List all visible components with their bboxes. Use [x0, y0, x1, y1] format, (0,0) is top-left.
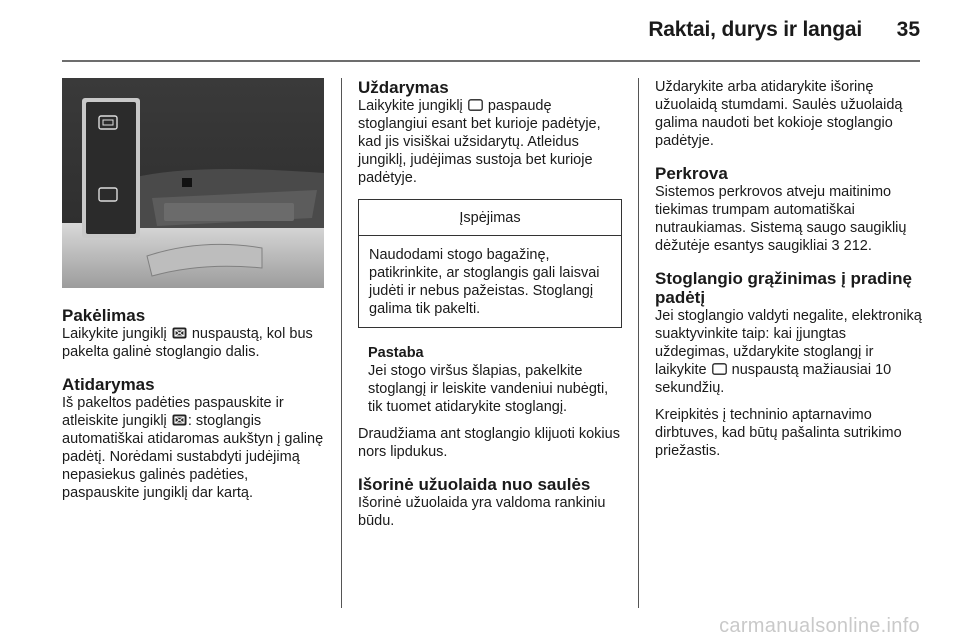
note-block — [358, 344, 622, 416]
text-perkrova: Sistemos perkrovos atveju maitinimo tiekimas trumpam automatiškai nutraukiamas. Sistemą saugo saugiklių dėžutėje esantys saugikliai 3 212. — [655, 184, 907, 254]
text-isorine-uzuolaida: Išorinė užuolaida yra valdoma rankiniu būdu. — [358, 495, 606, 529]
sunroof-tilt-icon — [172, 327, 187, 339]
text-pakelimas: Laikykite jungiklį nuspaustą, kol bus pakelta galinė stoglangio dalis. — [62, 326, 313, 360]
text-draudziama: Draudžiama ant stoglangio klijuoti kokius nors lipdukus. — [358, 426, 620, 460]
column-left — [62, 78, 324, 502]
heading-atidarymas: Atidarymas — [62, 375, 155, 394]
column-middle — [358, 78, 622, 530]
note-title: Pastaba — [368, 345, 424, 361]
chapter-title: Raktai, durys ir langai — [648, 18, 862, 41]
text-uzdarymas: Laikykite jungiklį paspaudę stoglangiui esant bet kurioje padėtyje, kad jis visiškai užsidarytų. Atleidus jungiklį, judėjimas sustoja bet kurioje padėtyje. — [358, 98, 601, 186]
warning-box — [358, 199, 622, 328]
sunroof-close-icon — [712, 363, 727, 375]
text-kreipkites: Kreipkitės į techninio aptarnavimo dirbtuves, kad būtų pašalinta sutrikimo priežastis. — [655, 407, 902, 459]
column-right — [655, 78, 923, 460]
heading-uzdarymas: Uždarymas — [358, 78, 449, 97]
column-divider-1 — [341, 78, 342, 608]
text-grazinimas: Jei stoglangio valdyti negalite, elektroniką suaktyvinkite taip: kai įjungtas uždegimas, uždarykite stoglangį ir laikykite nuspaustą mažiausiai 10 sekundžių. — [655, 308, 922, 396]
page-reference-link[interactable]: 3 212 — [831, 238, 868, 254]
sunroof-switch-photo — [62, 78, 324, 288]
warning-text: Naudodami stogo bagažinę, patikrinkite, ar stoglangis gali laisvai judėti ir nebus pažeistas. Stoglangį galima tik pakelti. — [369, 247, 600, 317]
note-text: Jei stogo viršus šlapias, pakelkite stoglangį ir leiskite vandeniui nubėgti, tik tuomet atidarykite stoglangį. — [368, 363, 609, 415]
watermark: carmanualsonline.info — [719, 615, 920, 637]
heading-perkrova: Perkrova — [655, 164, 728, 183]
text-atidarymas: Iš pakeltos padėties paspauskite ir atleiskite jungiklį : stoglangis automatiškai atidaromas aukštyn į galinę padėtį. Norėdami sustabdyti judėjimą nepasiekus galinės padėties, paspauskite jungiklį dar kartą. — [62, 395, 324, 501]
header-divider — [62, 60, 920, 62]
sunroof-close-icon — [468, 99, 483, 111]
sunroof-tilt-icon — [172, 414, 187, 426]
text-uzdarykite: Uždarykite arba atidarykite išorinę užuolaidą stumdami. Saulės užuolaidą galima naudoti bet kokioje stoglangio padėtyje. — [655, 79, 903, 149]
heading-grazinimas: Stoglangio grąžinimas į pradinę padėtį — [655, 269, 912, 307]
column-divider-2 — [638, 78, 639, 608]
page-header — [0, 0, 960, 62]
heading-isorine-uzuolaida: Išorinė užuolaida nuo saulės — [358, 475, 591, 494]
page-number: 35 — [896, 18, 920, 41]
heading-pakelimas: Pakėlimas — [62, 306, 146, 325]
warning-title: Įspėjimas — [359, 200, 621, 236]
